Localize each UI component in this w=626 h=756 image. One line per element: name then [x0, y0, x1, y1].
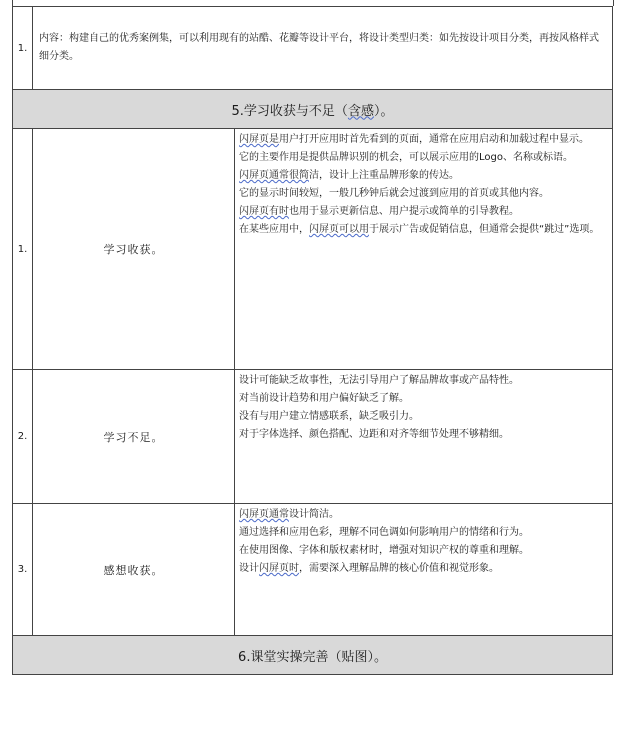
row-label: 学习收获。: [33, 129, 235, 370]
text-run: 闪屏页是: [239, 134, 279, 145]
section-5-prefix: 5.学习收获与不足（: [231, 103, 348, 119]
row-content[interactable]: [235, 129, 613, 370]
table-row-learning-gains: [13, 129, 613, 370]
section-6-title[interactable]: 6.课堂实操完善（贴图）。: [13, 636, 613, 675]
content-line: [239, 131, 608, 149]
section-5-suffix: ）。: [373, 103, 394, 119]
content-line: [239, 560, 608, 578]
section-5-underlined: 含感: [347, 103, 374, 119]
content-row: [13, 7, 613, 90]
row-number: 2.: [13, 370, 33, 504]
content-line: 设计可能缺乏故事性，无法引导用户了解品牌故事或产品特性。: [239, 375, 519, 386]
text-run: 在使用图像、字体和版权素材时，增强对知识产权的尊重和理解。: [239, 545, 529, 556]
content-line: 对当前设计趋势和用户偏好缺乏了解。: [239, 393, 409, 404]
content-line: [239, 185, 608, 203]
row-label: 感想收获。: [33, 504, 235, 636]
content-line: [239, 167, 608, 185]
table-row-reflections: [13, 504, 613, 636]
content-line: 没有与用户建立情感联系，缺乏吸引力。: [239, 411, 419, 422]
text-run: 设计简洁。: [289, 509, 339, 520]
text-run: 闪屏页通常: [239, 509, 289, 520]
text-run: 于展示广告或促销信息，但通常会提供“跳过”选项。: [369, 224, 600, 235]
content-line: [239, 506, 608, 524]
row-label: 学习不足。: [33, 370, 235, 504]
row-number: 3.: [13, 504, 33, 636]
content-line: [239, 524, 608, 542]
text-run: 通过选择和应用色彩，理解不同色调如何影响用户的情绪和行为。: [239, 527, 529, 538]
section-6-header: [13, 636, 613, 675]
table-row-learning-shortcomings: [13, 370, 613, 504]
text-run: 闪屏页通常很简: [239, 170, 309, 181]
content-text[interactable]: 内容：构建自己的优秀案例集，可以利用现有的站酷、花瓣等设计平台，将设计类型归类：如先按设计项目分类，再按风格样式细分类。: [33, 7, 613, 90]
row-content[interactable]: [235, 504, 613, 636]
section-5-title[interactable]: [13, 90, 613, 129]
document-table: [12, 6, 613, 675]
content-line: [239, 149, 608, 167]
text-run: 设计: [239, 563, 259, 574]
text-run: 在某些应用中，: [239, 224, 309, 235]
row-number: 1.: [13, 129, 33, 370]
text-run: 它的显示时间较短，一般几秒钟后就会过渡到应用的首页或其他内容。: [239, 188, 549, 199]
content-line: 对于字体选择、颜色搭配、边距和对齐等细节处理不够精细。: [239, 429, 509, 440]
text-run: 用户打开应用时首先看到的页面，通常在应用启动和加载过程中显示。: [279, 134, 589, 145]
row-number: 1.: [13, 7, 33, 90]
text-run: 也用于显示更新信息、用户提示或简单的引导教程。: [289, 206, 519, 217]
text-run: 它的主要作用是提供品牌识别的机会，可以展示应用的Logo、名称或标语。: [239, 152, 573, 163]
text-run: ，需要深入理解品牌的核心价值和视觉形象。: [299, 563, 499, 574]
text-run: 洁，设计上注重品牌形象的传达。: [309, 170, 459, 181]
text-run: 闪屏页可以用: [309, 224, 369, 235]
text-run: 闪屏页时: [259, 563, 299, 574]
content-line: [239, 221, 608, 239]
text-run: 闪屏页有时: [239, 206, 289, 217]
content-line: [239, 542, 608, 560]
content-line: [239, 203, 608, 221]
row-content[interactable]: [235, 370, 613, 504]
section-5-header: [13, 90, 613, 129]
